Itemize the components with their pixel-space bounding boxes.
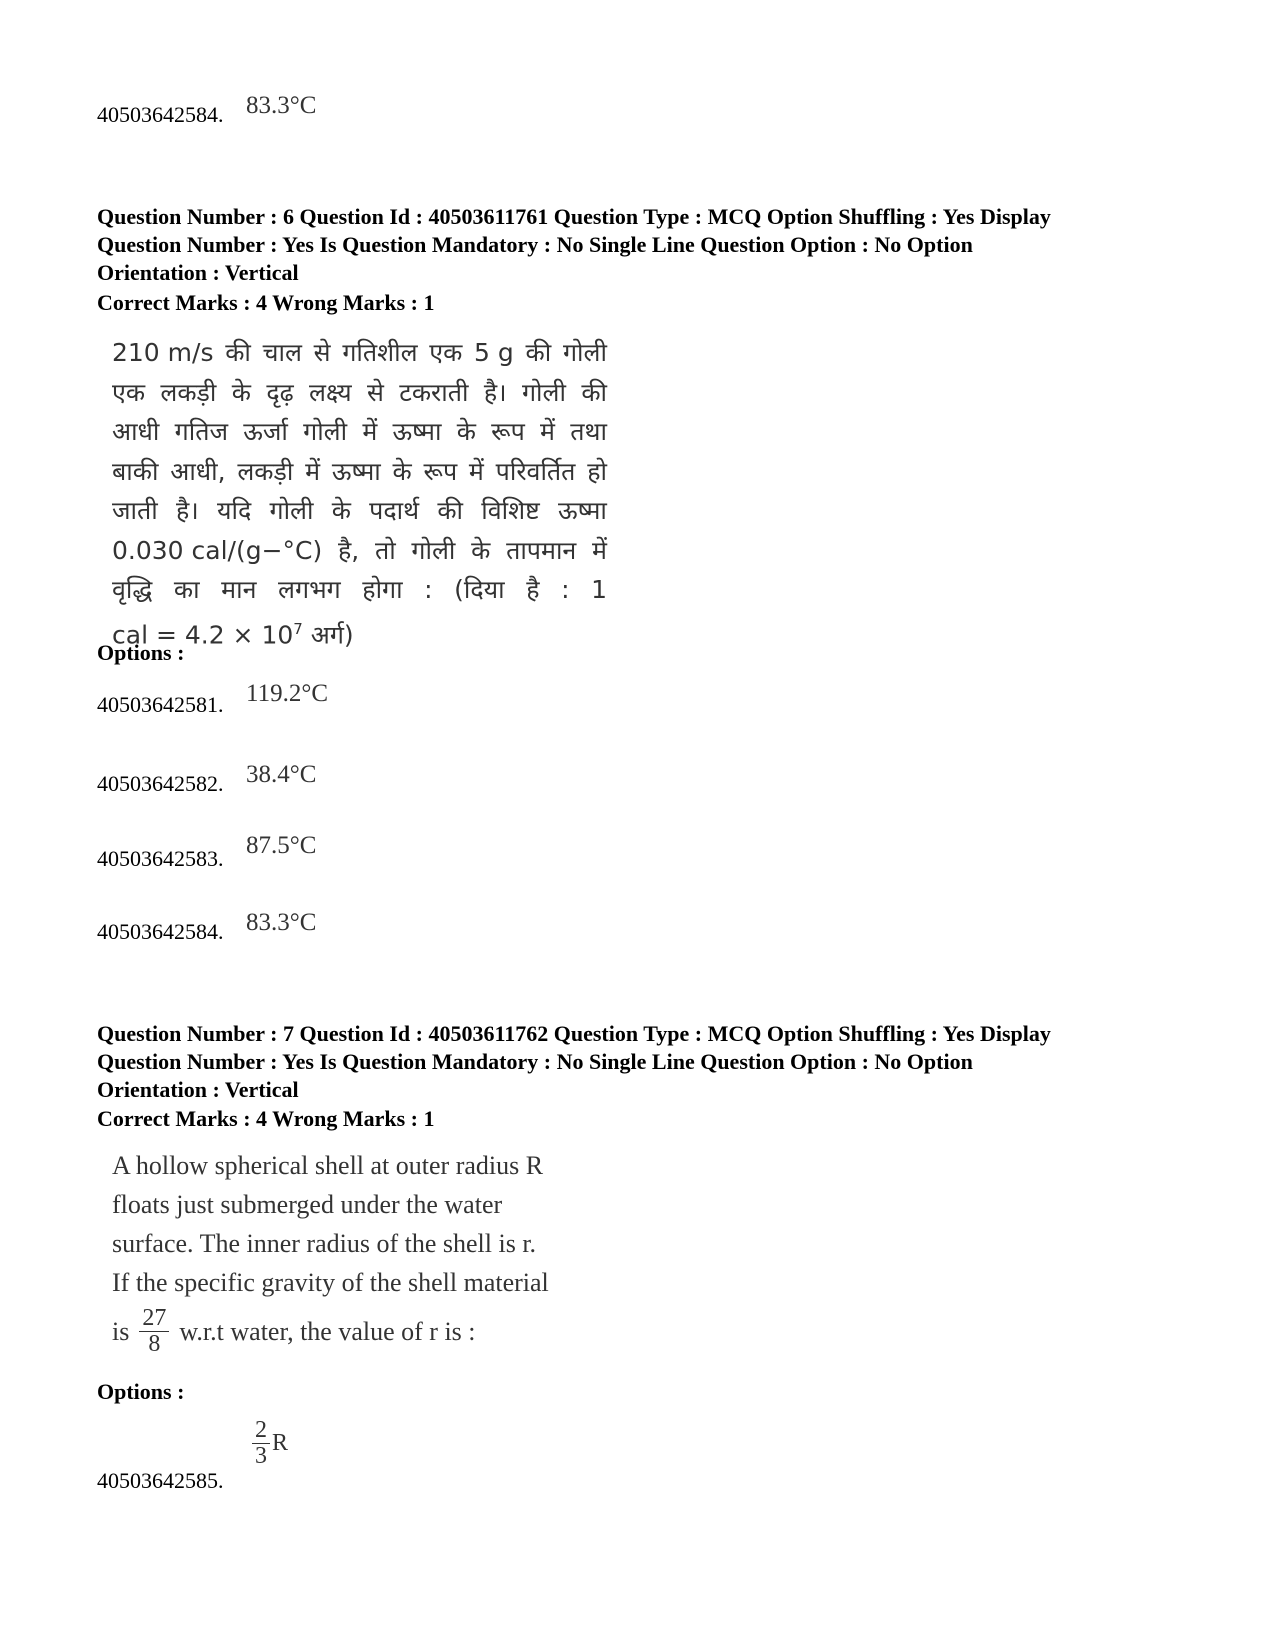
q6-question-word: तथा xyxy=(570,417,607,446)
q6-question-word: ऊष्मा xyxy=(392,417,442,446)
q6-question-word: गतिज xyxy=(174,417,228,446)
q6-question-word: पदार्थ xyxy=(369,496,420,525)
q7-marks: Correct Marks : 4 Wrong Marks : 1 xyxy=(97,1106,435,1131)
q6-question-word: से xyxy=(313,338,331,367)
q6-last-post: अर्ग) xyxy=(302,619,354,649)
fraction-denominator: 8 xyxy=(148,1331,161,1358)
q6-question-word: मान xyxy=(221,575,257,604)
q6-last-exponent: 7 xyxy=(293,619,303,638)
q7-question-line: If the specific gravity of the shell material xyxy=(112,1268,549,1297)
option-value: 87.5°C xyxy=(246,832,317,859)
q6-question-word: (दिया xyxy=(454,575,505,604)
q6-question-word: में xyxy=(362,417,378,446)
q6-question-word: बाकी xyxy=(112,456,159,486)
option-value: 119.2°C xyxy=(246,680,328,707)
option-id: 40503642583. xyxy=(97,846,224,871)
q6-question-word: 1 xyxy=(591,575,607,604)
q6-question-word: : xyxy=(561,575,570,604)
q6-question-word: का xyxy=(173,575,200,604)
q6-question-word: के xyxy=(331,496,351,525)
q6-question-word: की xyxy=(525,338,552,367)
q6-question-word: 0.030 cal/(g−°C) xyxy=(112,535,323,565)
q6-question-word: एक xyxy=(429,338,463,367)
q7-last-post: w.r.t water, the value of r is : xyxy=(179,1317,476,1347)
option-value: 38.4°C xyxy=(246,761,317,788)
specific-gravity-fraction xyxy=(139,1306,169,1357)
q6-question-word: आधी xyxy=(112,417,160,446)
fraction-denominator: 3 xyxy=(255,1443,267,1470)
q7-last-pre: is xyxy=(112,1317,130,1347)
q6-question-word: की xyxy=(437,496,464,525)
q6-question-word: में xyxy=(592,535,607,565)
q6-question-word: आधी, xyxy=(170,456,226,486)
q6-question-word: गोली xyxy=(269,496,314,525)
q6-question-word: ऊष्मा xyxy=(331,456,381,486)
q7-options-label: Options : xyxy=(97,1379,185,1404)
q6-question-word: : xyxy=(424,575,433,604)
q6-question-word: में xyxy=(468,456,484,486)
option-value: 83.3°C xyxy=(246,909,317,936)
q6-question-line xyxy=(112,570,607,610)
q6-question-word: के xyxy=(231,377,251,407)
q7-header xyxy=(97,1020,1207,1104)
q6-question-word: होगा xyxy=(362,575,403,604)
option-suffix: R xyxy=(272,1430,289,1457)
q6-marks: Correct Marks : 4 Wrong Marks : 1 xyxy=(97,290,435,315)
q7-header-line: Orientation : Vertical xyxy=(97,1077,299,1102)
q6-question-word: रूप xyxy=(423,456,458,486)
q6-question-word: वृद्धि xyxy=(112,575,153,604)
q6-question-text xyxy=(112,333,607,654)
q6-question-word: लकड़ी xyxy=(237,456,294,486)
option-id: 40503642582. xyxy=(97,771,224,796)
q6-options-label: Options : xyxy=(97,640,185,665)
q6-question-word: है, xyxy=(337,535,360,565)
q7-question-line: floats just submerged under the water xyxy=(112,1190,503,1219)
q6-question-word: चाल xyxy=(262,338,302,367)
fraction-numerator: 2 xyxy=(252,1418,270,1444)
q6-question-word: के xyxy=(471,535,491,565)
q7-header-line: Question Number : Yes Is Question Mandatory : No Single Line Question Option : No Option xyxy=(97,1049,973,1074)
q6-header-line: Question Number : Yes Is Question Mandatory : No Single Line Question Option : No Option xyxy=(97,232,973,257)
option-fraction xyxy=(252,1418,270,1469)
q6-question-word: लक्ष्य xyxy=(309,377,352,407)
q6-question-line xyxy=(112,452,607,492)
option-id: 40503642584. xyxy=(97,102,224,127)
q6-question-word: 210 m/s xyxy=(112,338,214,367)
q6-last-pre: cal = 4.2 × 10 xyxy=(112,619,294,649)
q6-question-word: गोली xyxy=(521,377,566,407)
option-id: 40503642581. xyxy=(97,692,224,717)
q6-question-line xyxy=(112,373,607,413)
q7-question-text xyxy=(112,1146,612,1302)
q6-question-word: एक xyxy=(112,377,146,407)
option-value: 83.3°C xyxy=(246,92,317,119)
q6-question-word: है। xyxy=(176,496,199,525)
q6-question-word: के xyxy=(392,456,412,486)
q6-question-word: लगभग xyxy=(278,575,341,604)
q6-question-word: गोली xyxy=(562,338,607,367)
option-id: 40503642585. xyxy=(97,1468,224,1493)
q6-question-word: परिवर्तित xyxy=(495,456,576,486)
q6-question-word: है xyxy=(526,575,540,604)
q6-question-word: हो xyxy=(587,456,607,486)
q6-question-word: तो xyxy=(374,535,396,565)
q6-question-line xyxy=(112,333,607,373)
q6-question-line xyxy=(112,491,607,531)
q6-header-line: Question Number : 6 Question Id : 40503611761 Question Type : MCQ Option Shuffling : Yes Display xyxy=(97,204,1051,229)
q6-question-word: की xyxy=(581,377,607,407)
option-id: 40503642584. xyxy=(97,919,224,944)
q7-question-line: A hollow spherical shell at outer radius R xyxy=(112,1151,544,1180)
q7-question-last-line xyxy=(112,1306,612,1357)
q6-question-word: में xyxy=(540,417,555,446)
q6-question-line xyxy=(112,412,607,452)
q6-question-word: यदि xyxy=(217,496,252,525)
q7-question-line: surface. The inner radius of the shell is r. xyxy=(112,1229,537,1258)
q6-question-word: जाती xyxy=(112,496,158,525)
q6-question-word: ऊष्मा xyxy=(557,496,607,525)
q6-question-word: 5 g xyxy=(474,338,514,367)
q6-question-word: रूप xyxy=(491,417,525,446)
q6-question-word: में xyxy=(305,456,321,486)
q6-question-word: लकड़ी xyxy=(160,377,217,407)
q6-question-last-line xyxy=(112,610,607,655)
q6-header xyxy=(97,203,1207,287)
q6-question-word: से xyxy=(366,377,384,407)
q6-question-word: के xyxy=(456,417,476,446)
q6-question-word: दृढ़ xyxy=(266,377,294,407)
fraction-numerator: 27 xyxy=(139,1306,169,1332)
q6-question-word: गतिशील xyxy=(342,338,418,367)
q6-question-word: टकराती xyxy=(399,377,469,407)
q6-question-word: है। xyxy=(483,377,507,407)
q6-question-word: तापमान xyxy=(506,535,577,565)
option-value xyxy=(252,1418,288,1469)
q6-question-word: की xyxy=(225,338,251,367)
q7-header-line: Question Number : 7 Question Id : 40503611762 Question Type : MCQ Option Shuffling : Yes Display xyxy=(97,1021,1051,1046)
q6-question-word: ऊर्जा xyxy=(243,417,288,446)
q6-question-word: गोली xyxy=(303,417,348,446)
q6-question-line xyxy=(112,531,607,571)
q6-header-line: Orientation : Vertical xyxy=(97,260,299,285)
q6-question-word: विशिष्ट xyxy=(481,496,540,525)
q6-question-word: गोली xyxy=(411,535,456,565)
